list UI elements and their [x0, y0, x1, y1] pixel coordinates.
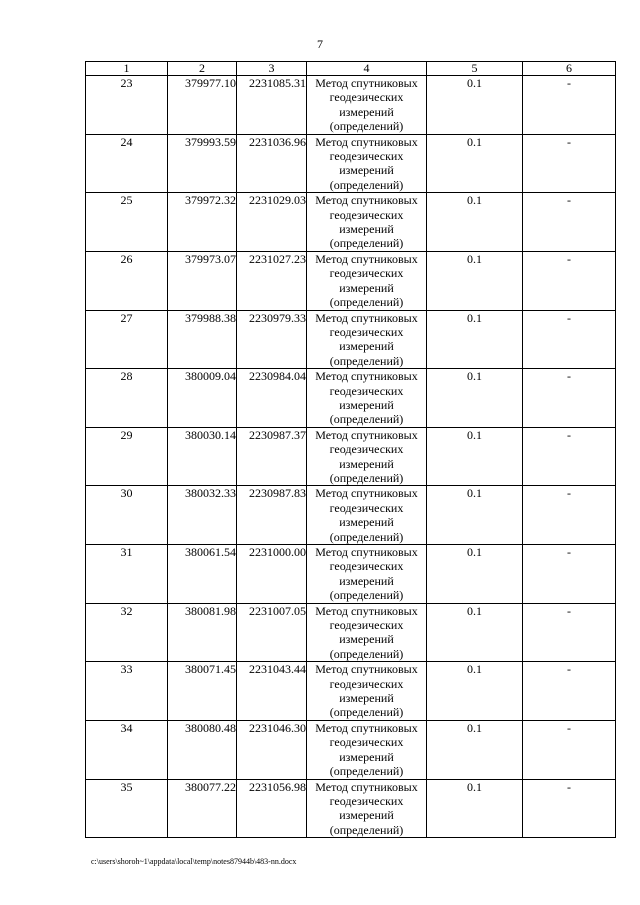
table-row	[86, 779, 616, 838]
coordinate-y: 2231046.30	[237, 720, 307, 779]
coordinate-x: 380081.98	[168, 603, 237, 662]
table-row	[86, 193, 616, 252]
method-cell: Метод спутниковых геодезических измерений (определений)	[307, 369, 427, 428]
point-number: 30	[86, 486, 168, 545]
method-cell: Метод спутниковых геодезических измерений (определений)	[307, 427, 427, 486]
method-cell: Метод спутниковых геодезических измерений (определений)	[307, 310, 427, 369]
coordinate-x: 380032.33	[168, 486, 237, 545]
table-header-row	[86, 62, 616, 76]
coordinate-x: 379993.59	[168, 134, 237, 193]
table-row	[86, 545, 616, 604]
table-row	[86, 251, 616, 310]
point-number: 34	[86, 720, 168, 779]
extra-cell: -	[523, 720, 616, 779]
method-cell: Метод спутниковых геодезических измерений (определений)	[307, 779, 427, 838]
extra-cell: -	[523, 486, 616, 545]
point-number: 25	[86, 193, 168, 252]
coordinates-table	[85, 61, 616, 838]
table-row	[86, 603, 616, 662]
table-row	[86, 427, 616, 486]
coordinate-y: 2230987.83	[237, 486, 307, 545]
table-row	[86, 369, 616, 428]
coordinate-y: 2230984.04	[237, 369, 307, 428]
point-number: 32	[86, 603, 168, 662]
coordinate-x: 380009.04	[168, 369, 237, 428]
extra-cell: -	[523, 603, 616, 662]
method-cell: Метод спутниковых геодезических измерений (определений)	[307, 76, 427, 135]
coordinate-x: 380030.14	[168, 427, 237, 486]
coordinate-x: 379972.32	[168, 193, 237, 252]
coordinate-x: 379973.07	[168, 251, 237, 310]
method-cell: Метод спутниковых геодезических измерений (определений)	[307, 193, 427, 252]
accuracy-cell: 0.1	[427, 193, 523, 252]
extra-cell: -	[523, 251, 616, 310]
extra-cell: -	[523, 369, 616, 428]
extra-cell: -	[523, 310, 616, 369]
coordinate-y: 2231036.96	[237, 134, 307, 193]
extra-cell: -	[523, 545, 616, 604]
coordinate-x: 380080.48	[168, 720, 237, 779]
accuracy-cell: 0.1	[427, 486, 523, 545]
extra-cell: -	[523, 193, 616, 252]
column-header-1: 1	[86, 62, 168, 76]
coordinate-x: 379977.10	[168, 76, 237, 135]
method-cell: Метод спутниковых геодезических измерений (определений)	[307, 603, 427, 662]
accuracy-cell: 0.1	[427, 134, 523, 193]
footer-file-path: c:\users\shoroh~1\appdata\local\temp\notes87944b\483-nn.docx	[91, 857, 297, 866]
coordinate-y: 2231029.03	[237, 193, 307, 252]
column-header-3: 3	[237, 62, 307, 76]
accuracy-cell: 0.1	[427, 779, 523, 838]
extra-cell: -	[523, 779, 616, 838]
table-row	[86, 486, 616, 545]
table-row	[86, 720, 616, 779]
accuracy-cell: 0.1	[427, 76, 523, 135]
coordinate-y: 2231085.31	[237, 76, 307, 135]
extra-cell: -	[523, 134, 616, 193]
coordinate-y: 2230979.33	[237, 310, 307, 369]
point-number: 31	[86, 545, 168, 604]
coordinate-y: 2231007.05	[237, 603, 307, 662]
table-row	[86, 310, 616, 369]
point-number: 24	[86, 134, 168, 193]
extra-cell: -	[523, 662, 616, 721]
accuracy-cell: 0.1	[427, 427, 523, 486]
method-cell: Метод спутниковых геодезических измерений (определений)	[307, 486, 427, 545]
table-row	[86, 76, 616, 135]
method-cell: Метод спутниковых геодезических измерений (определений)	[307, 251, 427, 310]
method-cell: Метод спутниковых геодезических измерений (определений)	[307, 720, 427, 779]
page-number: 7	[317, 37, 323, 51]
coordinate-y: 2230987.37	[237, 427, 307, 486]
coordinate-y: 2231056.98	[237, 779, 307, 838]
point-number: 29	[86, 427, 168, 486]
column-header-4: 4	[307, 62, 427, 76]
coordinate-y: 2231043.44	[237, 662, 307, 721]
column-header-5: 5	[427, 62, 523, 76]
accuracy-cell: 0.1	[427, 720, 523, 779]
accuracy-cell: 0.1	[427, 369, 523, 428]
accuracy-cell: 0.1	[427, 603, 523, 662]
method-cell: Метод спутниковых геодезических измерений (определений)	[307, 134, 427, 193]
table-row	[86, 662, 616, 721]
extra-cell: -	[523, 427, 616, 486]
table-row	[86, 134, 616, 193]
accuracy-cell: 0.1	[427, 251, 523, 310]
coordinate-y: 2231027.23	[237, 251, 307, 310]
table-body	[86, 76, 616, 838]
point-number: 27	[86, 310, 168, 369]
point-number: 33	[86, 662, 168, 721]
point-number: 28	[86, 369, 168, 428]
method-cell: Метод спутниковых геодезических измерений (определений)	[307, 662, 427, 721]
column-header-2: 2	[168, 62, 237, 76]
accuracy-cell: 0.1	[427, 662, 523, 721]
extra-cell: -	[523, 76, 616, 135]
point-number: 35	[86, 779, 168, 838]
accuracy-cell: 0.1	[427, 545, 523, 604]
column-header-6: 6	[523, 62, 616, 76]
point-number: 26	[86, 251, 168, 310]
coordinate-x: 380071.45	[168, 662, 237, 721]
coordinate-x: 380061.54	[168, 545, 237, 604]
point-number: 23	[86, 76, 168, 135]
accuracy-cell: 0.1	[427, 310, 523, 369]
method-cell: Метод спутниковых геодезических измерений (определений)	[307, 545, 427, 604]
coordinate-x: 380077.22	[168, 779, 237, 838]
coordinate-x: 379988.38	[168, 310, 237, 369]
coordinate-y: 2231000.00	[237, 545, 307, 604]
